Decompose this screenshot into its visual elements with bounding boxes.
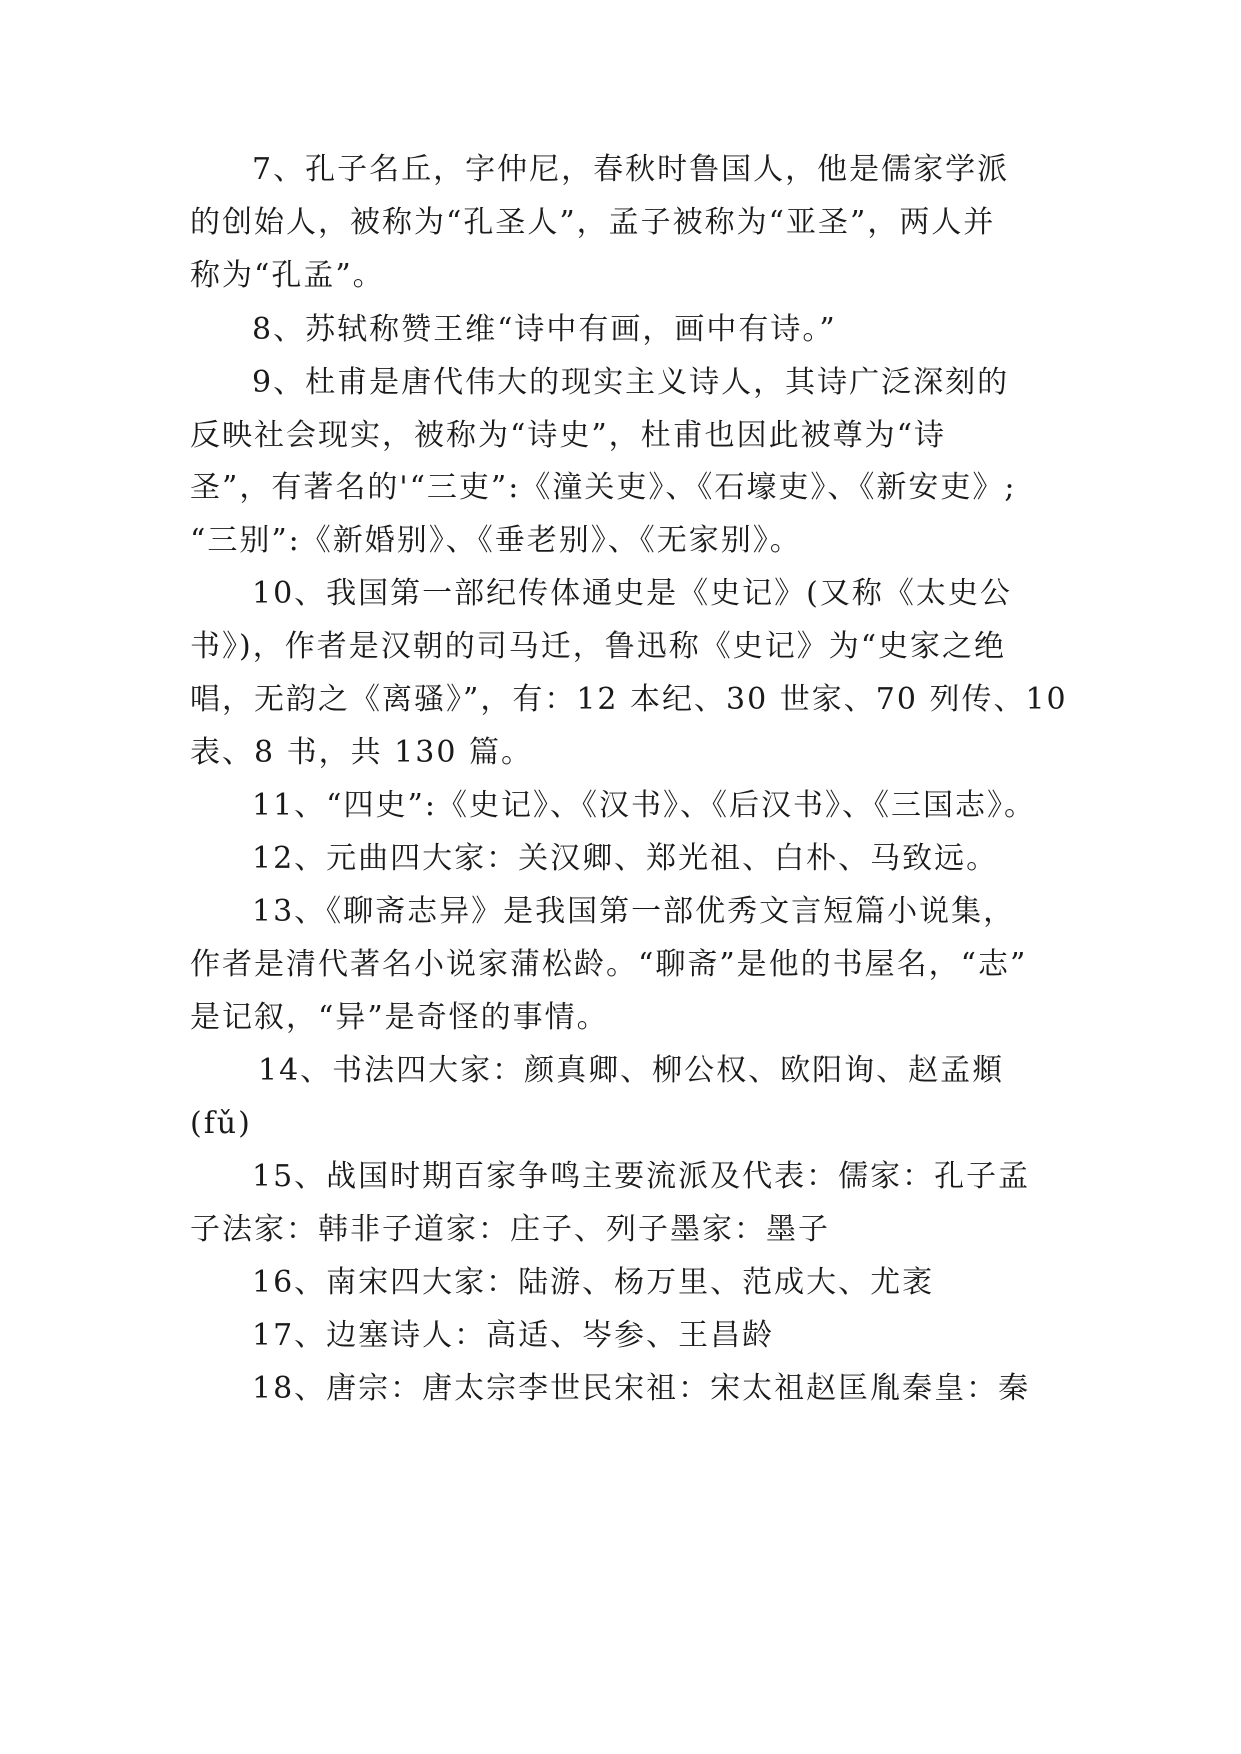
text-line: “三别”:《新婚别》、《垂老别》、《无家别》。 [190, 523, 802, 558]
text-line: 11、“四史”:《史记》、《汉书》、《后汉书》、《三国志》。 [252, 788, 1036, 823]
text-line: 7、孔子名丘，字仲尼，春秋时鲁国人，他是儒家学派 [252, 152, 1010, 187]
text-line: 14、书法四大家：颜真卿、柳公权、欧阳询、赵孟頫 [258, 1053, 1005, 1088]
text-line: 13、《聊斋志异》是我国第一部优秀文言短篇小说集， [252, 894, 1016, 929]
text-line: (fǔ) [190, 1106, 252, 1141]
text-line: 10、我国第一部纪传体通史是《史记》(又称《太史公 [252, 576, 1012, 611]
text-line: 17、边塞诗人：高适、岑参、王昌龄 [252, 1318, 775, 1353]
text-line: 书》)，作者是汉朝的司马迁，鲁迅称《史记》为“史家之绝 [190, 629, 1007, 664]
text-line: 是记叙，“异”是奇怪的事情。 [190, 1000, 609, 1035]
text-line: 的创始人，被称为“孔圣人”，孟子被称为“亚圣”，两人并 [190, 205, 996, 240]
text-line: 子法家：韩非子道家：庄子、列子墨家：墨子 [190, 1212, 830, 1247]
text-line: 9、杜甫是唐代伟大的现实主义诗人，其诗广泛深刻的 [252, 365, 1010, 400]
text-line: 唱，无韵之《离骚》”，有：12 本纪、30 世家、70 列传、10 [190, 682, 1068, 717]
text-line: 圣”，有著名的'“三吏”:《潼关吏》、《石壕吏》、《新安吏》; [190, 470, 1017, 505]
text-line: 8、苏轼称赞王维“诗中有画，画中有诗。” [252, 312, 837, 347]
text-line: 反映社会现实，被称为“诗史”，杜甫也因此被尊为“诗 [190, 418, 947, 453]
text-line: 16、南宋四大家：陆游、杨万里、范成大、尤袤 [252, 1265, 935, 1300]
text-line: 称为“孔孟”。 [190, 258, 385, 293]
text-line: 12、元曲四大家：关汉卿、郑光祖、白朴、马致远。 [252, 841, 999, 876]
text-line: 作者是清代著名小说家蒲松龄。“聊斋”是他的书屋名，“志” [190, 947, 1028, 982]
text-line: 表、8 书，共 130 篇。 [190, 735, 533, 770]
text-line: 18、唐宗：唐太宗李世民宋祖：宋太祖赵匡胤秦皇：秦 [252, 1371, 1031, 1406]
text-line: 15、战国时期百家争鸣主要流派及代表：儒家：孔子孟 [252, 1159, 1031, 1194]
